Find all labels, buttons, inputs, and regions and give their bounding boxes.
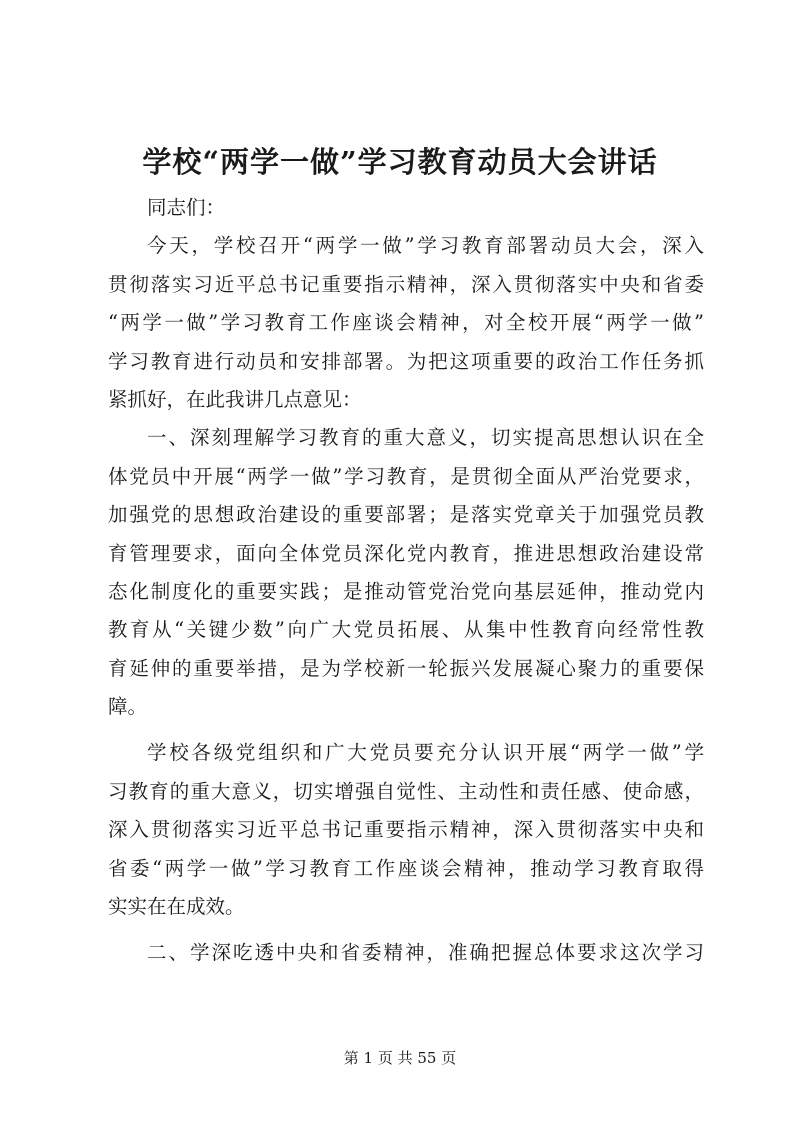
paragraph-spacer [108, 926, 704, 934]
paragraph-1-line-3: “两学一做”学习教育工作座谈会精神，对全校开展“两学一做” [108, 311, 704, 335]
paragraph-2-line-4: 育管理要求，面向全体党员深化党内教育，推进思想政治建设常 [108, 541, 704, 565]
paragraph-2-line-1: 一、深刻理解学习教育的重大意义，切实提高思想认识在全 [147, 426, 704, 450]
paragraph-2-line-2: 体党员中开展“两学一做”学习教育，是贯彻全面从严治党要求， [108, 464, 704, 488]
document-body [108, 189, 704, 973]
paragraph-1-line-2: 贯彻落实习近平总书记重要指示精神，深入贯彻落实中央和省委 [108, 272, 704, 296]
paragraph-3-line-5: 实实在在成效。 [108, 895, 245, 919]
paragraph-3-line-1: 学校各级党组织和广大党员要充分认识开展“两学一做”学 [147, 741, 704, 765]
paragraph-4-line-1: 二、学深吃透中央和省委精神，准确把握总体要求这次学习 [147, 941, 704, 965]
paragraph-3-line-3: 深入贯彻落实习近平总书记重要指示精神，深入贯彻落实中央和 [108, 818, 704, 842]
paragraph-2-line-7: 育延伸的重要举措，是为学校新一轮振兴发展凝心聚力的重要保 [108, 656, 704, 680]
paragraph-1-line-1: 今天，学校召开“两学一做”学习教育部署动员大会，深入 [147, 234, 704, 258]
paragraph-3-line-2: 习教育的重大意义，切实增强自觉性、主动性和责任感、使命感， [108, 779, 704, 803]
paragraph-2-line-5: 态化制度化的重要实践；是推动管党治党向基层延伸，推动党内 [108, 579, 704, 603]
salutation: 同志们： [147, 196, 226, 219]
paragraph-2-line-8: 障。 [108, 695, 148, 719]
page-footer: 第 1 页 共 55 页 [343, 1049, 457, 1067]
paragraph-2-line-3: 加强党的思想政治建设的重要部署；是落实党章关于加强党员教 [108, 503, 704, 527]
document-title: 学校“两学一做”学习教育动员大会讲话 [142, 145, 658, 179]
paragraph-spacer [108, 726, 704, 734]
paragraph-1-line-4: 学习教育进行动员和安排部署。为把这项重要的政治工作任务抓 [108, 349, 704, 373]
paragraph-3-line-4: 省委“两学一做”学习教育工作座谈会精神，推动学习教育取得 [108, 856, 704, 880]
paragraph-1-line-5: 紧抓好，在此我讲几点意见： [108, 387, 362, 411]
paragraph-2-line-6: 教育从“关键少数”向广大党员拓展、从集中性教育向经常性教 [108, 618, 704, 642]
